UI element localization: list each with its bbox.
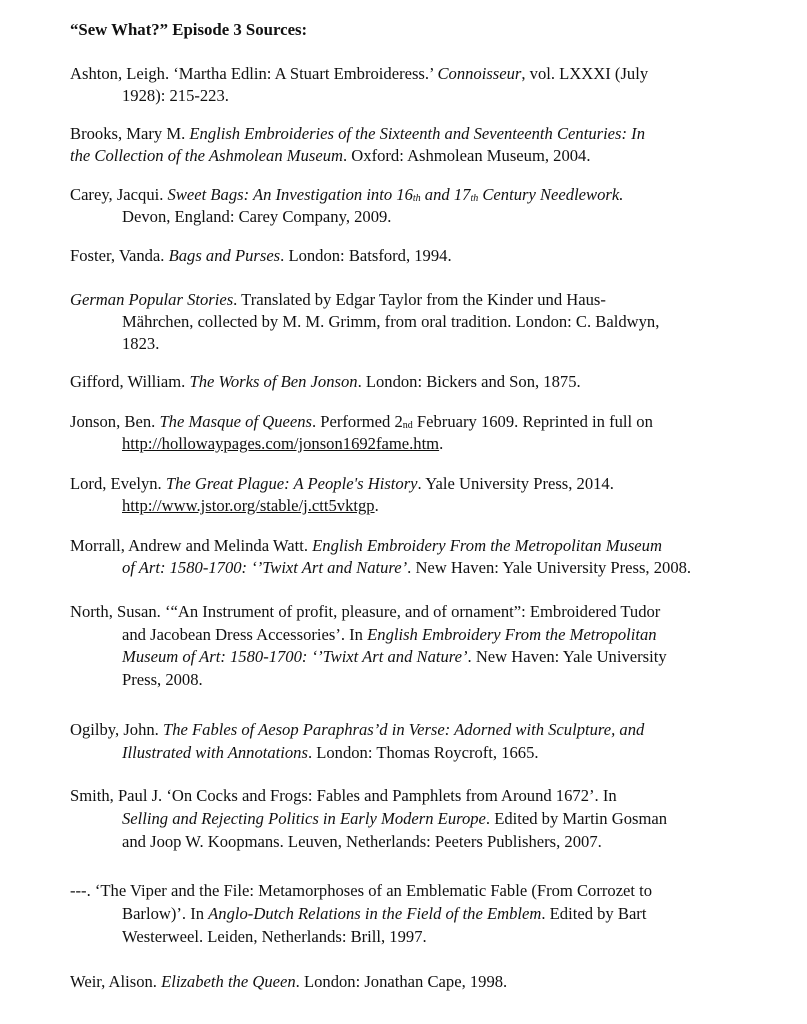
italic-title: Selling and Rejecting Politics in Early Modern Europe xyxy=(122,809,486,828)
citation-text: Foster, Vanda. xyxy=(70,246,169,265)
entry-line xyxy=(122,743,539,763)
citation-text: . xyxy=(374,496,379,515)
entry-line xyxy=(70,602,660,622)
entry-line xyxy=(70,536,662,556)
italic-title: Connoisseur xyxy=(437,64,522,83)
entry-line xyxy=(70,124,645,144)
entry-line xyxy=(122,670,203,690)
ordinal-suffix: nd xyxy=(402,420,413,431)
citation-text: . Translated by Edgar Taylor from the Kinder und Haus- xyxy=(233,290,606,309)
italic-title: German Popular Stories xyxy=(70,290,234,309)
entry-line xyxy=(70,146,591,166)
citation-text: . xyxy=(439,434,444,453)
italic-title: The Fables of Aesop Paraphras’d in Verse: Adorned with Sculpture, and xyxy=(162,720,645,739)
entry-line xyxy=(122,647,667,667)
citation-text: Carey, Jacqui. xyxy=(70,185,168,204)
entry-line xyxy=(122,832,602,852)
italic-title: English Embroidery From the Metropolitan xyxy=(367,624,657,644)
citation-text: Smith, Paul J. ‘On Cocks and Frogs: Fables and Pamphlets from Around 1672’. In xyxy=(70,786,617,805)
citation-link[interactable]: http://www.jstor.org/stable/j.ctt5vktgp xyxy=(122,496,375,515)
italic-title: of Art: 1580-1700: ‘’Twixt Art and Nature’ xyxy=(122,558,408,577)
citation-text: February 1609. Reprinted in full on xyxy=(412,412,653,431)
citation-text: . Yale University Press, 2014. xyxy=(417,474,614,493)
italic-title: The Great Plague: A People's History xyxy=(165,474,418,493)
italic-title: Anglo-Dutch Relations in the Field of the Emblem xyxy=(208,904,542,923)
citation-text: Ogilby, John. xyxy=(70,720,163,739)
citation-text: . New Haven: Yale University xyxy=(467,647,667,666)
entry-line xyxy=(122,927,427,947)
italic-title: Illustrated with Annotations xyxy=(122,743,308,762)
entry-line xyxy=(70,290,606,310)
citation-text: Morrall, Andrew and Melinda Watt. xyxy=(70,536,313,555)
citation-text: . New Haven: Yale University Press, 2008. xyxy=(407,558,692,577)
italic-title: the Collection of the Ashmolean Museum xyxy=(70,146,343,165)
entry-line xyxy=(70,372,581,392)
citation-text: . London: Bickers and Son, 1875. xyxy=(357,372,581,391)
entry-line xyxy=(70,881,652,901)
citation-text: and Jacobean Dress Accessories’. In xyxy=(122,624,368,644)
citation-text: 1928): 215-223. xyxy=(122,86,229,105)
entry-line xyxy=(122,312,659,332)
citation-text: Lord, Evelyn. xyxy=(70,474,166,493)
entry-line xyxy=(122,207,391,227)
entry-line xyxy=(70,972,507,992)
entry-line xyxy=(70,786,617,806)
citation-text: ---. ‘The Viper and the File: Metamorphoses of an Emblematic Fable (From Corrozet to xyxy=(70,881,653,900)
page-title: “Sew What?” Episode 3 Sources: xyxy=(70,20,308,39)
citation-text: North, Susan. ‘“An Instrument of profit, pleasure, and of ornament”: Embroidered Tudor xyxy=(70,602,661,621)
italic-title: Elizabeth the Queen xyxy=(161,972,296,991)
citation-text: , vol. LXXXI (July xyxy=(521,64,649,83)
citation-text: Ashton, Leigh. ‘Martha Edlin: A Stuart Embroideress.’ xyxy=(70,64,438,83)
citation-text: Mährchen, collected by M. M. Grimm, from oral tradition. London: C. Baldwyn, xyxy=(122,312,660,331)
entry-line xyxy=(122,625,657,645)
citation-text: Jonson, Ben. xyxy=(70,412,160,431)
italic-title: English Embroidery From the Metropolitan Museum xyxy=(312,536,662,555)
italic-title: Century Needlework. xyxy=(478,185,624,204)
entry-line xyxy=(122,434,443,454)
ordinal-suffix: th xyxy=(470,193,479,204)
entry-line xyxy=(70,185,623,209)
citation-text: . Performed 2 xyxy=(311,412,403,431)
entry-line xyxy=(122,558,691,578)
entry-line xyxy=(122,86,229,106)
citation-text: Press, 2008. xyxy=(122,669,203,689)
entry-line xyxy=(122,904,646,924)
citation-text: Brooks, Mary M. xyxy=(70,124,190,143)
citation-text: Gifford, William. xyxy=(70,372,190,391)
italic-title: and 17 xyxy=(420,185,471,204)
italic-title: The Works of Ben Jonson xyxy=(189,372,358,391)
entry-line xyxy=(122,496,379,516)
citation-text: Weir, Alison. xyxy=(70,972,162,991)
citation-text: Barlow)’. In xyxy=(122,904,209,923)
italic-title: Sweet Bags: An Investigation into 16 xyxy=(167,185,413,204)
ordinal-suffix: th xyxy=(412,193,421,204)
entry-line xyxy=(70,720,644,740)
entry-line xyxy=(122,334,159,354)
entry-line xyxy=(70,64,648,84)
citation-link[interactable]: http://hollowaypages.com/jonson1692fame.htm xyxy=(122,434,440,453)
citation-text: . Edited by Bart xyxy=(541,904,647,923)
entry-line xyxy=(70,412,653,436)
citation-text: Westerweel. Leiden, Netherlands: Brill, 1997. xyxy=(122,927,427,946)
citation-text: 1823. xyxy=(122,334,160,353)
citation-text: . London: Thomas Roycroft, 1665. xyxy=(307,743,539,762)
italic-title: Museum of Art: 1580-1700: ‘’Twixt Art and Nature’ xyxy=(122,647,468,666)
citation-text: . London: Jonathan Cape, 1998. xyxy=(295,972,508,991)
citation-text: Devon, England: Carey Company, 2009. xyxy=(122,207,392,226)
citation-text: . Edited by Martin Gosman xyxy=(485,809,668,828)
italic-title: The Masque of Queens xyxy=(159,412,312,431)
citation-text: . London: Batsford, 1994. xyxy=(280,246,452,265)
italic-title: English Embroideries of the Sixteenth and Seventeenth Centuries: In xyxy=(189,124,645,143)
entry-line xyxy=(70,246,452,266)
entry-line xyxy=(70,474,614,494)
citation-text: and Joop W. Koopmans. Leuven, Netherlands: Peeters Publishers, 2007. xyxy=(122,832,602,851)
entry-line xyxy=(122,809,667,829)
citation-text: . Oxford: Ashmolean Museum, 2004. xyxy=(343,146,591,165)
italic-title: Bags and Purses xyxy=(168,246,281,265)
